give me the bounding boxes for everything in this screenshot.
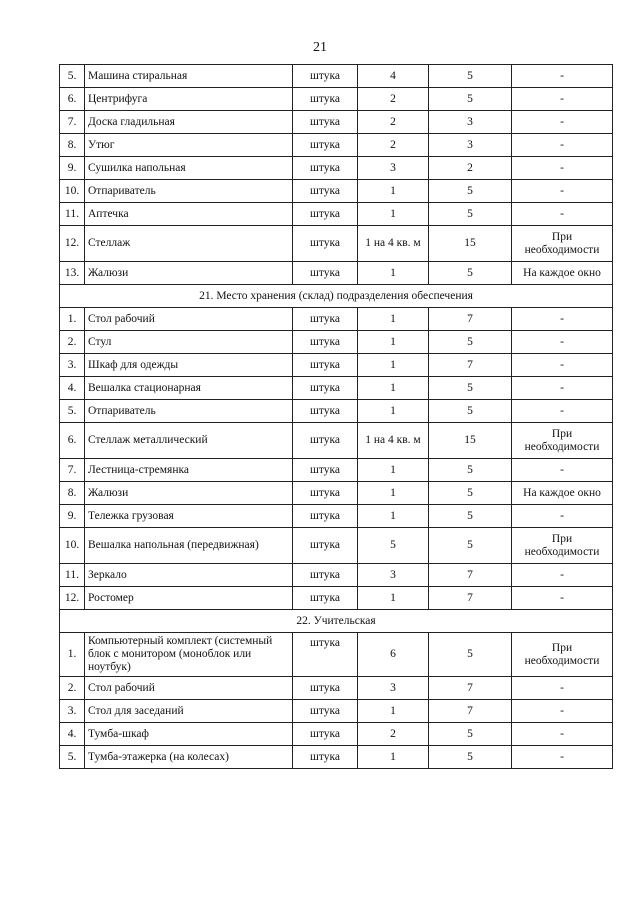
- table-row: [60, 134, 613, 157]
- item-name: Отпариватель: [85, 400, 293, 423]
- table-row: [60, 354, 613, 377]
- item-name: Центрифуга: [85, 88, 293, 111]
- item-note: -: [512, 88, 613, 111]
- item-unit: штука: [293, 723, 358, 746]
- item-service-life: 3: [429, 111, 512, 134]
- row-number: 5.: [60, 746, 85, 769]
- item-name: Вешалка стационарная: [85, 377, 293, 400]
- item-service-life: 2: [429, 157, 512, 180]
- table-row: [60, 482, 613, 505]
- item-name: Тумба-шкаф: [85, 723, 293, 746]
- item-service-life: 7: [429, 308, 512, 331]
- item-name: Сушилка напольная: [85, 157, 293, 180]
- row-number: 4.: [60, 723, 85, 746]
- item-service-life: 5: [429, 482, 512, 505]
- row-number: 7.: [60, 459, 85, 482]
- item-note: -: [512, 677, 613, 700]
- item-quantity: 1: [358, 482, 429, 505]
- item-unit: штука: [293, 633, 358, 677]
- item-unit: штука: [293, 423, 358, 459]
- row-number: 8.: [60, 482, 85, 505]
- row-number: 6.: [60, 88, 85, 111]
- item-unit: штука: [293, 400, 358, 423]
- item-unit: штука: [293, 677, 358, 700]
- item-note: -: [512, 505, 613, 528]
- item-quantity: 3: [358, 564, 429, 587]
- row-number: 13.: [60, 262, 85, 285]
- item-note: -: [512, 134, 613, 157]
- item-unit: штука: [293, 134, 358, 157]
- section-header-row: [60, 285, 613, 308]
- item-note: -: [512, 587, 613, 610]
- item-unit: штука: [293, 377, 358, 400]
- item-name: Утюг: [85, 134, 293, 157]
- item-unit: штука: [293, 700, 358, 723]
- section-header-row: [60, 610, 613, 633]
- item-service-life: 5: [429, 528, 512, 564]
- table-row: [60, 528, 613, 564]
- item-service-life: 5: [429, 377, 512, 400]
- item-service-life: 7: [429, 564, 512, 587]
- table-row: [60, 308, 613, 331]
- item-unit: штука: [293, 308, 358, 331]
- item-quantity: 1: [358, 331, 429, 354]
- item-unit: штука: [293, 459, 358, 482]
- item-name: Вешалка напольная (передвижная): [85, 528, 293, 564]
- item-name: Отпариватель: [85, 180, 293, 203]
- item-unit: штука: [293, 482, 358, 505]
- item-name: Стол рабочий: [85, 677, 293, 700]
- item-note: -: [512, 700, 613, 723]
- table-row: [60, 65, 613, 88]
- item-service-life: 5: [429, 262, 512, 285]
- table-row: [60, 633, 613, 677]
- item-note: -: [512, 157, 613, 180]
- item-service-life: 5: [429, 723, 512, 746]
- item-note: -: [512, 400, 613, 423]
- item-service-life: 5: [429, 400, 512, 423]
- row-number: 1.: [60, 633, 85, 677]
- item-name: Стул: [85, 331, 293, 354]
- item-note: При необходимости: [512, 528, 613, 564]
- table-row: [60, 700, 613, 723]
- item-service-life: 7: [429, 700, 512, 723]
- item-unit: штука: [293, 65, 358, 88]
- item-quantity: 1: [358, 700, 429, 723]
- item-quantity: 1: [358, 262, 429, 285]
- item-unit: штука: [293, 226, 358, 262]
- item-unit: штука: [293, 262, 358, 285]
- item-name: Жалюзи: [85, 262, 293, 285]
- item-quantity: 2: [358, 723, 429, 746]
- item-note: -: [512, 111, 613, 134]
- item-service-life: 5: [429, 88, 512, 111]
- item-service-life: 7: [429, 354, 512, 377]
- inventory-table: [59, 64, 613, 769]
- item-unit: штука: [293, 528, 358, 564]
- table-row: [60, 564, 613, 587]
- row-number: 10.: [60, 180, 85, 203]
- item-quantity: 1: [358, 746, 429, 769]
- item-unit: штука: [293, 587, 358, 610]
- item-name: Аптечка: [85, 203, 293, 226]
- row-number: 6.: [60, 423, 85, 459]
- item-name: Тележка грузовая: [85, 505, 293, 528]
- item-service-life: 15: [429, 423, 512, 459]
- item-quantity: 1: [358, 587, 429, 610]
- item-unit: штука: [293, 157, 358, 180]
- item-quantity: 3: [358, 157, 429, 180]
- item-quantity: 5: [358, 528, 429, 564]
- item-name: Стеллаж металлический: [85, 423, 293, 459]
- table-row: [60, 111, 613, 134]
- item-unit: штука: [293, 180, 358, 203]
- item-service-life: 5: [429, 180, 512, 203]
- row-number: 2.: [60, 331, 85, 354]
- row-number: 12.: [60, 587, 85, 610]
- item-service-life: 15: [429, 226, 512, 262]
- table-row: [60, 377, 613, 400]
- table-row: [60, 180, 613, 203]
- row-number: 3.: [60, 700, 85, 723]
- item-note: -: [512, 331, 613, 354]
- item-note: -: [512, 180, 613, 203]
- item-quantity: 2: [358, 111, 429, 134]
- item-name: Компьютерный комплект (системный блок с монитором (моноблок или ноутбук): [85, 633, 293, 677]
- row-number: 2.: [60, 677, 85, 700]
- table-row: [60, 157, 613, 180]
- item-unit: штука: [293, 88, 358, 111]
- section-title: 21. Место хранения (склад) подразделения обеспечения: [60, 285, 613, 308]
- table-row: [60, 226, 613, 262]
- item-name: Стол для заседаний: [85, 700, 293, 723]
- item-note: -: [512, 308, 613, 331]
- row-number: 5.: [60, 65, 85, 88]
- item-quantity: 1: [358, 203, 429, 226]
- row-number: 10.: [60, 528, 85, 564]
- table-row: [60, 723, 613, 746]
- table-row: [60, 400, 613, 423]
- item-note: -: [512, 377, 613, 400]
- item-unit: штука: [293, 111, 358, 134]
- table-row: [60, 587, 613, 610]
- item-quantity: 1: [358, 308, 429, 331]
- item-service-life: 5: [429, 331, 512, 354]
- item-unit: штука: [293, 564, 358, 587]
- item-service-life: 5: [429, 65, 512, 88]
- item-note: -: [512, 65, 613, 88]
- item-quantity: 1: [358, 354, 429, 377]
- table-row: [60, 331, 613, 354]
- table-row: [60, 459, 613, 482]
- item-unit: штука: [293, 505, 358, 528]
- item-name: Стол рабочий: [85, 308, 293, 331]
- item-note: При необходимости: [512, 633, 613, 677]
- item-quantity: 1: [358, 377, 429, 400]
- table-row: [60, 262, 613, 285]
- item-quantity: 4: [358, 65, 429, 88]
- table-row: [60, 677, 613, 700]
- item-quantity: 2: [358, 88, 429, 111]
- item-quantity: 3: [358, 677, 429, 700]
- item-name: Доска гладильная: [85, 111, 293, 134]
- item-note: При необходимости: [512, 226, 613, 262]
- table-row: [60, 423, 613, 459]
- item-note: -: [512, 564, 613, 587]
- item-quantity: 1 на 4 кв. м: [358, 226, 429, 262]
- item-unit: штука: [293, 354, 358, 377]
- item-service-life: 3: [429, 134, 512, 157]
- item-name: Ростомер: [85, 587, 293, 610]
- item-name: Лестница-стремянка: [85, 459, 293, 482]
- item-name: Стеллаж: [85, 226, 293, 262]
- item-note: -: [512, 459, 613, 482]
- item-service-life: 5: [429, 203, 512, 226]
- item-unit: штука: [293, 203, 358, 226]
- row-number: 9.: [60, 157, 85, 180]
- table-row: [60, 746, 613, 769]
- item-unit: штука: [293, 331, 358, 354]
- row-number: 7.: [60, 111, 85, 134]
- item-name: Зеркало: [85, 564, 293, 587]
- item-note: На каждое окно: [512, 262, 613, 285]
- item-note: -: [512, 723, 613, 746]
- item-note: При необходимости: [512, 423, 613, 459]
- item-name: Тумба-этажерка (на колесах): [85, 746, 293, 769]
- row-number: 3.: [60, 354, 85, 377]
- item-quantity: 6: [358, 633, 429, 677]
- item-note: -: [512, 203, 613, 226]
- item-quantity: 1 на 4 кв. м: [358, 423, 429, 459]
- row-number: 11.: [60, 564, 85, 587]
- table-row: [60, 203, 613, 226]
- item-service-life: 5: [429, 633, 512, 677]
- item-note: На каждое окно: [512, 482, 613, 505]
- row-number: 12.: [60, 226, 85, 262]
- item-service-life: 5: [429, 746, 512, 769]
- item-service-life: 7: [429, 587, 512, 610]
- table-body: [60, 65, 613, 769]
- item-note: -: [512, 354, 613, 377]
- item-quantity: 1: [358, 505, 429, 528]
- row-number: 5.: [60, 400, 85, 423]
- item-quantity: 1: [358, 180, 429, 203]
- page-number: 21: [313, 40, 327, 55]
- item-service-life: 5: [429, 459, 512, 482]
- item-unit: штука: [293, 746, 358, 769]
- table-row: [60, 505, 613, 528]
- item-name: Шкаф для одежды: [85, 354, 293, 377]
- row-number: 9.: [60, 505, 85, 528]
- item-quantity: 1: [358, 400, 429, 423]
- item-service-life: 5: [429, 505, 512, 528]
- row-number: 8.: [60, 134, 85, 157]
- item-quantity: 2: [358, 134, 429, 157]
- item-service-life: 7: [429, 677, 512, 700]
- item-name: Жалюзи: [85, 482, 293, 505]
- row-number: 4.: [60, 377, 85, 400]
- item-quantity: 1: [358, 459, 429, 482]
- section-title: 22. Учительская: [60, 610, 613, 633]
- row-number: 11.: [60, 203, 85, 226]
- table-row: [60, 88, 613, 111]
- row-number: 1.: [60, 308, 85, 331]
- item-note: -: [512, 746, 613, 769]
- item-name: Машина стиральная: [85, 65, 293, 88]
